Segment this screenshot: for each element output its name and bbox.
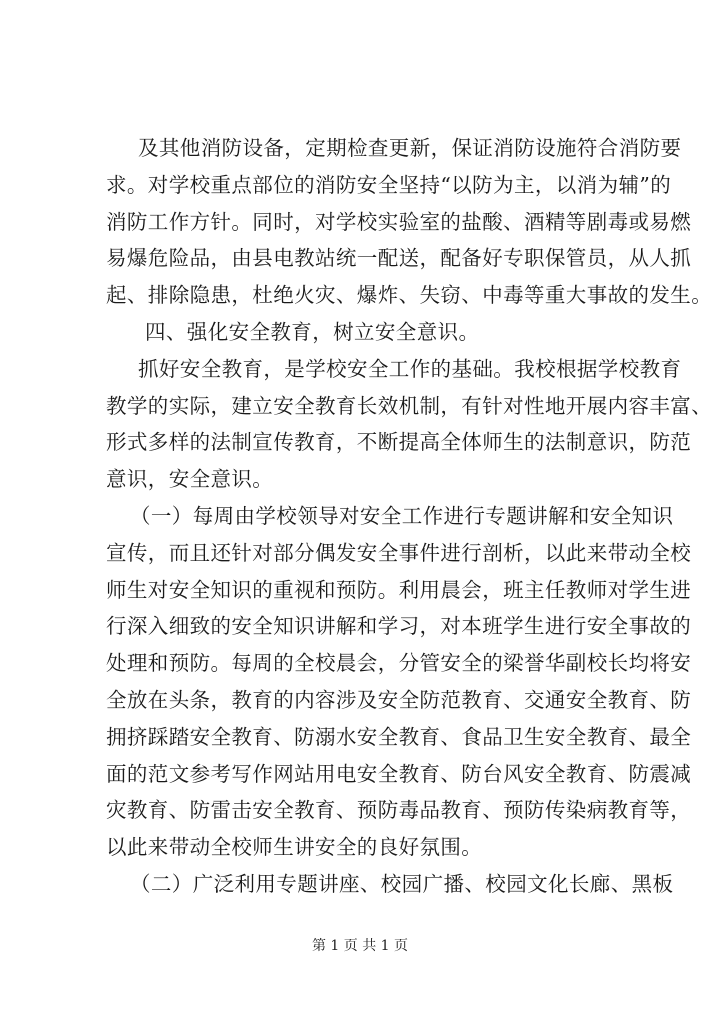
section-heading: 四、强化安全教育，树立安全意识。 [145,320,480,344]
text-line: 抓好安全教育，是学校安全工作的基础。我校根据学校教育 [138,356,682,381]
text-line: 起、排除隐患，杜绝火灾、爆炸、失窃、中毒等重大事故的发生。 [106,283,713,308]
text-line: 消防工作方针。同时，对学校实验室的盐酸、酒精等剧毒或易燃 [106,209,692,234]
text-line: 及其他消防设备，定期检查更新，保证消防设施符合消防要 [138,136,682,160]
text-line: 行深入细致的安全知识讲解和学习，对本班学生进行安全事故的 [106,614,692,639]
text-line: 形式多样的法制宣传教育，不断提高全体师生的法制意识，防范 [106,430,692,455]
text-line: 拥挤踩踏安全教育、防溺水安全教育、食品卫生安全教育、最全 [106,724,692,749]
text-line: 教学的实际，建立安全教育长效机制，有针对性地开展内容丰富、 [106,393,713,418]
text-line: 易爆危险品，由县电教站统一配送，配备好专职保管员，从人抓 [106,246,692,271]
text-line: 意识，安全意识。 [106,467,274,492]
page-footer: 第 1 页 共 1 页 [311,938,409,954]
text-line: 灾教育、防雷击安全教育、预防毒品教育、预防传染病教育等， [106,798,692,823]
text-line: 处理和预防。每周的全校晨会，分管安全的梁誉华副校长均将安 [106,651,692,676]
text-line: （一）每周由学校领导对安全工作进行专题讲解和安全知识 [130,504,674,528]
text-line: 师生对安全知识的重视和预防。利用晨会，班主任教师对学生进 [106,577,692,602]
text-line: 宣传，而且还针对部分偶发安全事件进行剖析，以此来带动全校 [106,540,692,565]
text-line: 求。对学校重点部位的消防安全坚持“以防为主，以消为辅”的 [106,172,672,197]
text-line: （二）广泛利用专题讲座、校园广播、校园文化长廊、黑板 [130,872,674,896]
text-line: 全放在头条，教育的内容涉及安全防范教育、交通安全教育、防 [106,688,692,712]
text-line: 以此来带动全校师生讲安全的良好氛围。 [106,835,483,860]
text-line: 面的范文参考写作网站用电安全教育、防台风安全教育、防震减 [106,761,692,786]
